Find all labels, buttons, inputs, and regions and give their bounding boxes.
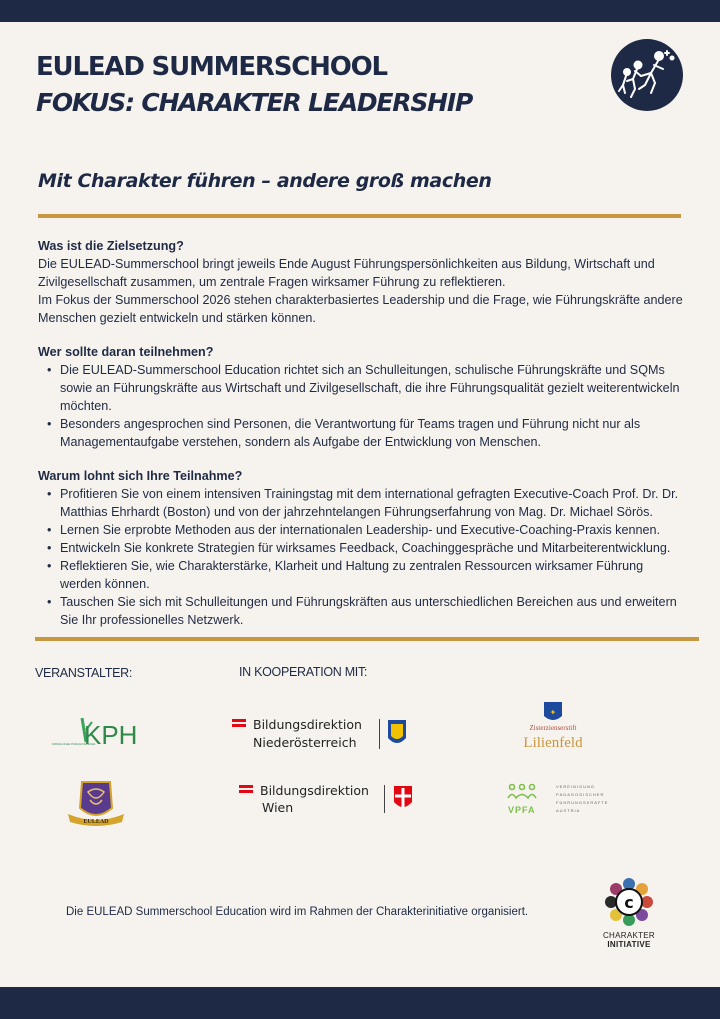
vpfa-logo [506,780,626,820]
bd-wien-line1: Bildungsdirektion [260,783,369,798]
list-item: • Lernen Sie erprobte Methoden aus der internationalen Leadership- und Executive-Coaching-Praxis kennen. [44,521,686,539]
ci-label-line2: INITIATIVE [607,940,651,949]
page-subtitle-focus: FOKUS: CHARAKTER LEADERSHIP [36,88,473,117]
list-item: • Die EULEAD-Summerschool Education richtet sich an Schulleitungen, schulische Führungskräfte und SQMs sowie an Führungskräfte aus Wirtschaft und Zivilgesellschaft, die ihre Führungsqualität gezielt weiterentwickeln möchten. [44,361,686,415]
vpfa-line1: VEREINIGUNG [556,784,596,789]
audience-heading: Wer sollte daran teilnehmen? [38,345,214,359]
eulead-logo-text: EULEAD [83,819,109,825]
top-bar [0,0,720,22]
lilienfeld-line2: Lilienfeld [523,735,583,751]
divider-bottom [35,637,699,641]
vpfa-line3: FÜHRUNGSKRÄFTE [556,800,609,805]
motto-heading: Mit Charakter führen – andere groß machen [38,170,492,192]
list-item: • Besonders angesprochen sind Personen, die Verantwortung für Teams tragen und Führung nicht nur als Managementaufgabe verstehen, sondern als Aufgabe der Entwicklung von Menschen. [44,415,686,451]
goal-heading: Was ist die Zielsetzung? [38,239,184,253]
main-content [38,237,686,629]
audience-list [44,361,686,451]
bd-wien-line2: Wien [262,800,294,815]
goal-paragraph: Im Fokus der Summerschool 2026 stehen charakterbasiertes Leadership und die Frage, wie Führungskräfte andere Menschen gezielt entwickeln und stärken können. [38,293,683,325]
organizer-label: VERANSTALTER: [35,666,133,680]
benefits-list [44,485,686,629]
svg-text:c: c [624,893,634,912]
eulead-logo [66,778,126,830]
vpfa-line4: AUSTRIA [556,808,581,813]
charakterinitiative-logo [603,876,655,928]
benefits-heading: Warum lohnt sich Ihre Teilnahme? [38,469,243,483]
ci-label-line1: CHARAKTER [602,931,656,940]
divider-top [38,214,681,218]
list-item: • Tauschen Sie sich mit Schulleitungen und Führungskräften aus unterschiedlichen Bereichen aus und erweitern Sie Ihr professionelles Netzwerk. [44,593,686,629]
lilienfeld-line1: Zisterzienserstift [529,724,577,732]
list-item: • Profitieren Sie von einem intensiven Trainingstag mit dem international gefragten Executive-Coach Prof. Dr. Dr. Matthias Ehrhardt (Boston) und von der jahrzehntelangen Führungserfahrung von Mag. Dr. Michael Sörös. [44,485,686,521]
list-item: • Entwickeln Sie konkrete Strategien für wirksames Feedback, Coachinggespräche und Mitarbeiterentwicklung. [44,539,686,557]
cooperation-label: IN KOOPERATION MIT: [239,665,368,679]
footer-note: Die EULEAD Summerschool Education wird im Rahmen der Charakterinitiative organisiert. [66,906,529,918]
vpfa-text: VPFA [508,805,536,815]
bildungsdirektion-noe-logo [231,714,411,754]
vpfa-line2: PÄDAGOGISCHER [556,792,605,797]
bottom-bar [0,987,720,1019]
bildungsdirektion-wien-logo [238,780,418,820]
svg-text:✦: ✦ [549,708,557,717]
leader-pulling-team-icon [611,39,683,111]
list-item: • Reflektieren Sie, wie Charakterstärke, Klarheit und Haltung zu zentralen Ressourcen wirksamer Führung werden können. [44,557,686,593]
bd-noe-line2: Niederösterreich [253,735,357,750]
stift-lilienfeld-logo [508,700,598,752]
bd-noe-line1: Bildungsdirektion [253,717,362,732]
kph-logo [52,712,138,752]
page-title: EULEAD SUMMERSCHOOL [36,52,387,82]
goal-paragraph: Die EULEAD-Summerschool bringt jeweils Ende August Führungspersönlichkeiten aus Bildung, Wirtschaft und Zivilgesellschaft zusammen, um zentrale Fragen wirksamer Führung zu reflektieren. [38,257,655,289]
kph-logo-small: KIRCHLICHE PÄDAGOGISCHE [52,742,96,746]
kph-logo-text: KPH [84,720,138,750]
